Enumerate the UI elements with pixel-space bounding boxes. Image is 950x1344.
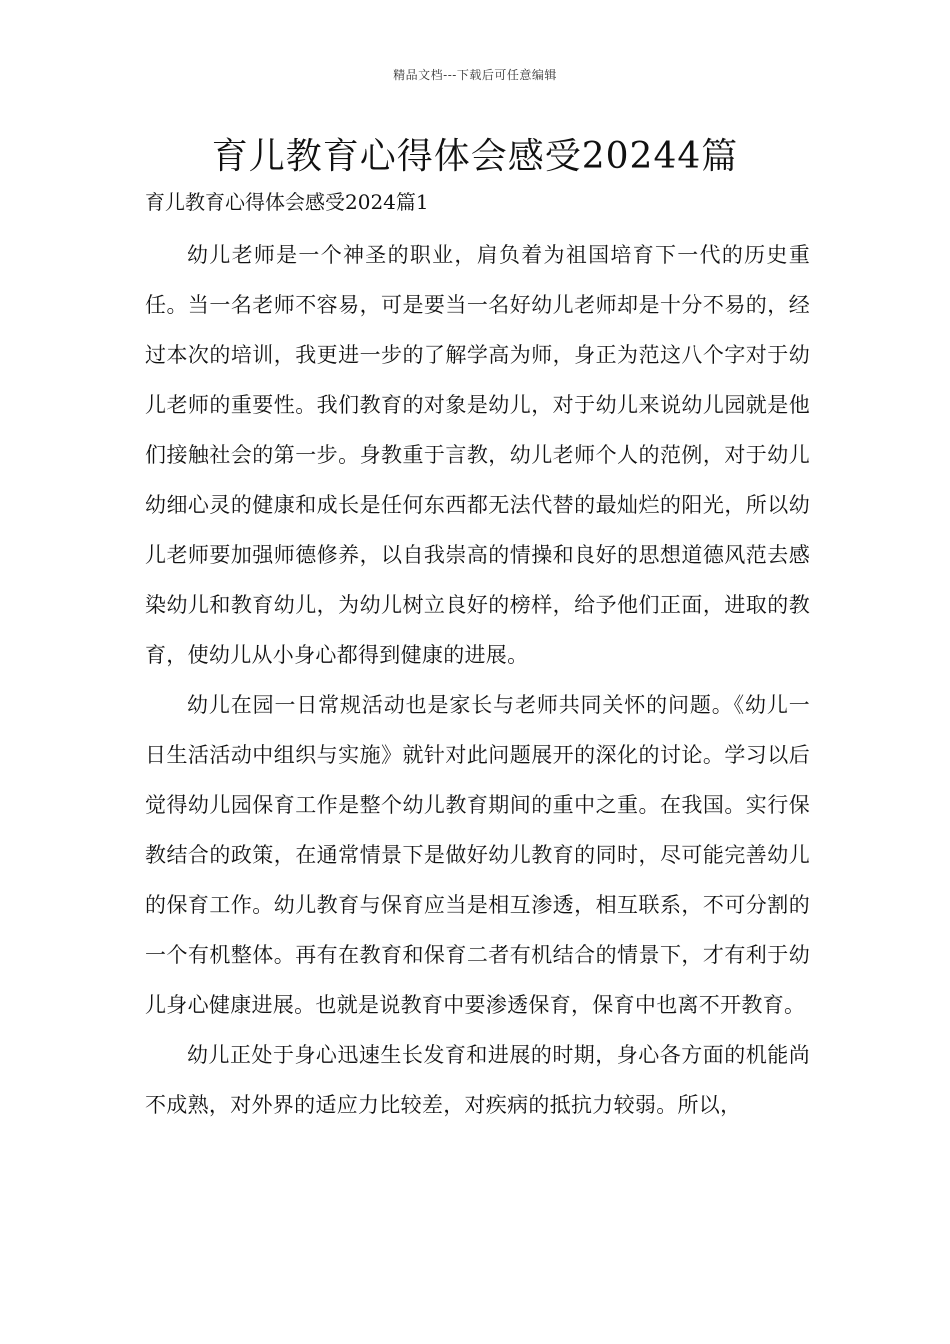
paragraph: 幼儿正处于身心迅速生长发育和进展的时期，身心各方面的机能尚不成熟，对外界的适应力比较差，对疾病的抵抗力较弱。所以，	[145, 1043, 810, 1117]
header-note: 精品文档---下载后可任意编辑	[393, 68, 557, 82]
paragraph: 幼儿老师是一个神圣的职业，肩负着为祖国培育下一代的历史重任。当一名老师不容易，可是要当一名好幼儿老师却是十分不易的，经过本次的培训，我更进一步的了解学高为师，身正为范这八个字对于幼儿老师的重要性。我们教育的对象是幼儿，对于幼儿来说幼儿园就是他们接触社会的第一步。身教重于言教，幼儿老师个人的范例，对于幼儿幼细心灵的健康和成长是任何东西都无法代替的最灿烂的阳光，所以幼儿老师要加强师德修养，以自我崇高的情操和良好的思想道德风范去感染幼儿和教育幼儿，为幼儿树立良好的榜样，给予他们正面，进取的教育，使幼儿从小身心都得到健康的进展。	[145, 243, 810, 667]
body-text	[145, 230, 810, 1130]
paragraph: 幼儿在园一日常规活动也是家长与老师共同关怀的问题。《幼儿一日生活活动中组织与实施》就针对此问题展开的深化的讨论。学习以后觉得幼儿园保育工作是整个幼儿教育期间的重中之重。在我国。实行保教结合的政策，在通常情景下是做好幼儿教育的同时，尽可能完善幼儿的保育工作。幼儿教育与保育应当是相互渗透，相互联系，不可分割的一个有机整体。再有在教育和保育二者有机结合的情景下，才有利于幼儿身心健康进展。也就是说教育中要渗透保育，保育中也离不开教育。	[145, 693, 810, 1017]
section-subtitle: 育儿教育心得体会感受2024篇1	[145, 190, 429, 214]
document-title: 育儿教育心得体会感受20244篇	[211, 136, 739, 177]
